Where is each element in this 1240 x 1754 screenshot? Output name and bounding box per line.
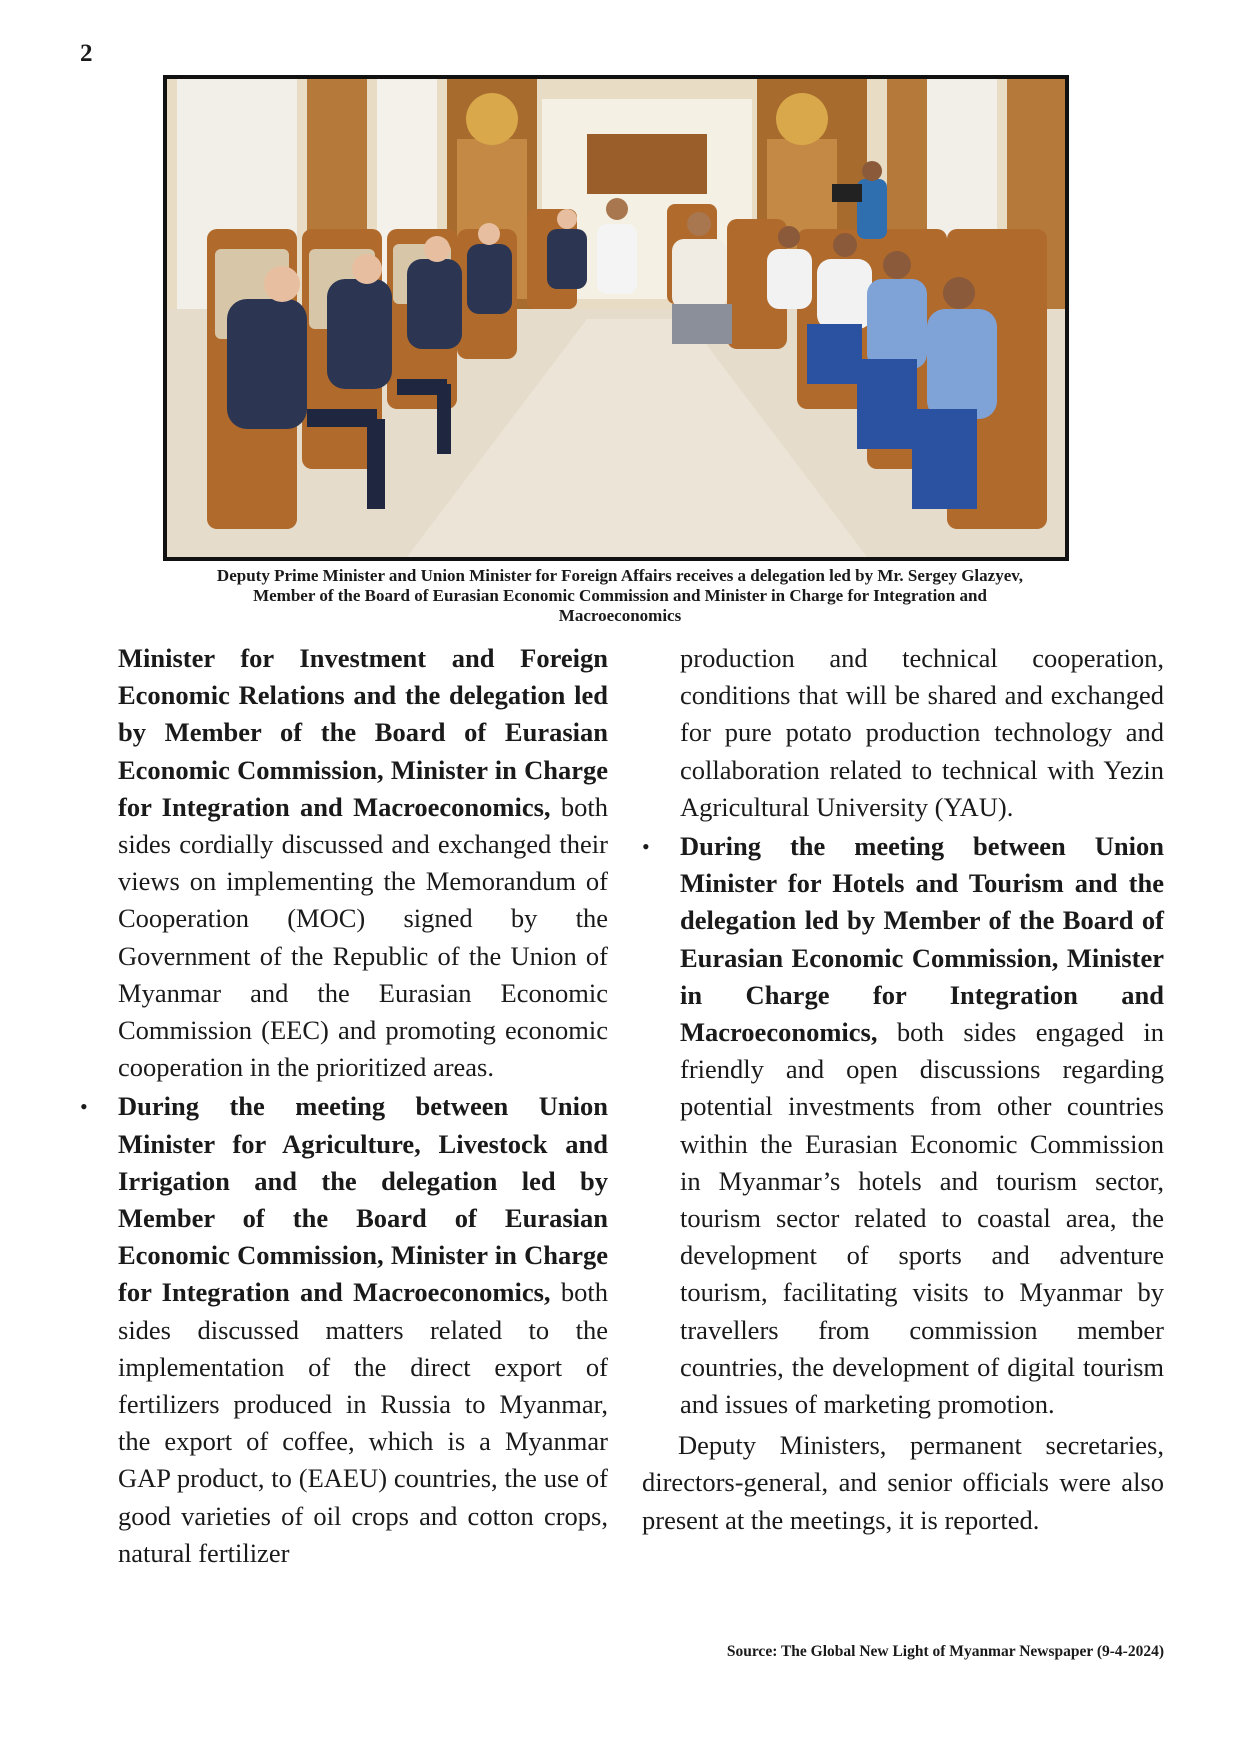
agriculture-bold-text: During the meeting between Union Minister for Agriculture, Livestock and Irrigation and the delegation led by Member of the Board of Eurasian Economic Commission, Minister in Charge for Integration and Macroeconomics, [118, 1091, 608, 1308]
hotels-text: both sides engaged in friendly and open discussions regarding potential investments from other countries within the Eurasian Economic Commission in Myanmar’s hotels and tourism sector, tourism sector related to coastal area, the development of sports and adventure tourism, facilitating visits to Myanmar by travellers from commission member countries, the development of digital tourism and issues of marketing promotion. [680, 1017, 1164, 1420]
intro-bold-text: Minister for Investment and Foreign Economic Relations and the delegation led by Member of the Board of Eurasian Economic Commission, Minister in Charge for Integration and Macroeconomics, [118, 643, 608, 822]
caption-line: Member of the Board of Eurasian Economic Commission and Minister in Charge for Integration and [253, 586, 987, 605]
bullet-icon: • [642, 834, 650, 860]
hotels-bold-text: During the meeting between Union Minister for Hotels and Tourism and the delegation led by Member of the Board of Eurasian Economic Commission, Minister in Charge for Integration and Macroeconomics, [680, 831, 1164, 1048]
meeting-photo-illustration [167, 79, 1065, 557]
bullet-item-agriculture [80, 1088, 608, 1572]
bullet-icon: • [80, 1094, 88, 1120]
intro-paragraph [118, 640, 608, 1086]
agriculture-paragraph [118, 1088, 608, 1572]
caption-line: Deputy Prime Minister and Union Minister for Foreign Affairs receives a delegation led by Mr. Sergey Glazyev, [216, 566, 1024, 585]
bullet-item-hotels [642, 828, 1164, 1423]
left-column [80, 640, 608, 1572]
agriculture-continued-paragraph: production and technical cooperation, conditions that will be shared and exchanged for pure potato production technology and collaboration related to technical with Yezin Agricultural University (YAU). [680, 643, 1164, 822]
agriculture-text: both sides discussed matters related to the implementation of the direct export of fertilizers produced in Russia to Myanmar, the export of coffee, which is a Myanmar GAP product, to (EAEU) countries, the use of good varieties of oil crops and cotton crops, natural fertilizer [118, 1277, 608, 1568]
hotels-paragraph [680, 828, 1164, 1423]
right-column [642, 640, 1164, 1539]
page-number: 2 [80, 40, 93, 67]
source-credit: Source: The Global New Light of Myanmar Newspaper (9-4-2024) [726, 1643, 1164, 1660]
intro-text: both sides cordially discussed and exchanged their views on implementing the Memorandum of Cooperation (MOC) signed by the Government of the Republic of the Union of Myanmar and the Eurasian Economic Commission (EEC) and promoting economic cooperation in the prioritized areas. [118, 791, 608, 1083]
photo-caption [110, 566, 1130, 626]
meeting-photo [163, 75, 1069, 561]
caption-line: Macroeconomics [558, 606, 682, 625]
closing-paragraph: Deputy Ministers, permanent secretaries, directors-general, and senior officials were also present at the meetings, it is reported. [642, 1430, 1164, 1535]
